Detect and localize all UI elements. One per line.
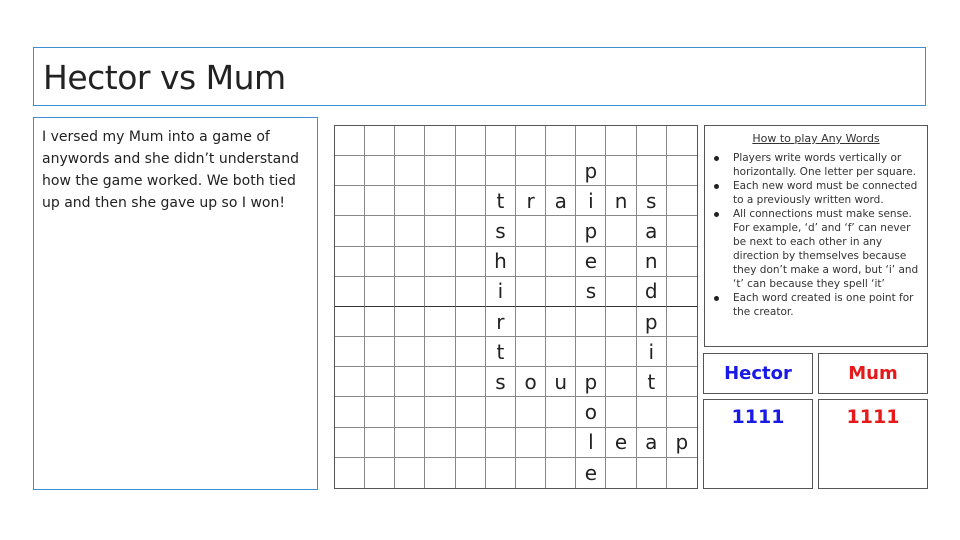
- grid-cell: [486, 126, 516, 156]
- grid-cell: [335, 337, 365, 367]
- grid-cell: [456, 277, 486, 307]
- word-grid: [334, 125, 698, 489]
- grid-cell-letter: t: [486, 186, 516, 216]
- grid-cell-letter: a: [546, 186, 576, 216]
- grid-cell: [546, 156, 576, 186]
- grid-cell: [425, 186, 455, 216]
- grid-cell: [546, 458, 576, 488]
- grid-cell: [395, 458, 425, 488]
- grid-cell: [667, 186, 697, 216]
- grid-cell: [606, 156, 636, 186]
- grid-cell: [335, 156, 365, 186]
- grid-cell: [546, 397, 576, 427]
- grid-cell-letter: s: [576, 277, 606, 307]
- grid-cell: [365, 397, 395, 427]
- grid-cell: [425, 247, 455, 277]
- grid-cell: [425, 126, 455, 156]
- grid-cell: [667, 337, 697, 367]
- grid-cell: [667, 367, 697, 397]
- grid-cell: [667, 156, 697, 186]
- grid-cell-letter: h: [486, 247, 516, 277]
- grid-cell-letter: p: [576, 156, 606, 186]
- grid-cell: [606, 247, 636, 277]
- grid-cell: [546, 216, 576, 246]
- grid-cell: [425, 428, 455, 458]
- grid-cell: [667, 397, 697, 427]
- grid-cell-letter: r: [516, 186, 546, 216]
- grid-cell: [456, 156, 486, 186]
- grid-cell: [516, 247, 546, 277]
- grid-cell: [335, 216, 365, 246]
- grid-cell-letter: a: [637, 428, 667, 458]
- mum-score: 1111: [818, 399, 928, 489]
- grid-cell: [606, 458, 636, 488]
- grid-cell: [425, 307, 455, 337]
- grid-cell-letter: i: [637, 337, 667, 367]
- grid-cell: [425, 277, 455, 307]
- grid-cell: [425, 337, 455, 367]
- grid-cell: [516, 337, 546, 367]
- grid-cell: [335, 367, 365, 397]
- grid-cell: [425, 458, 455, 488]
- grid-cell: [516, 216, 546, 246]
- grid-cell-letter: p: [576, 367, 606, 397]
- grid-cell: [456, 247, 486, 277]
- rule-item: Players write words vertically or horizontally. One letter per square.: [733, 151, 925, 179]
- grid-cell: [395, 216, 425, 246]
- rules-box: [704, 125, 928, 347]
- grid-cell-letter: d: [637, 277, 667, 307]
- rules-list: [711, 151, 925, 319]
- grid-cell: [395, 247, 425, 277]
- grid-cell: [606, 397, 636, 427]
- grid-cell-letter: a: [637, 216, 667, 246]
- grid-cell: [546, 247, 576, 277]
- grid-cell: [425, 397, 455, 427]
- grid-cell: [456, 337, 486, 367]
- rule-item: Each word created is one point for the creator.: [733, 291, 925, 319]
- grid-cell-letter: r: [486, 307, 516, 337]
- grid-cell: [486, 397, 516, 427]
- grid-cell: [546, 126, 576, 156]
- grid-cell: [395, 428, 425, 458]
- page-title: Hector vs Mum: [43, 58, 286, 97]
- grid-cell: [395, 307, 425, 337]
- grid-cell: [456, 458, 486, 488]
- grid-cell-letter: p: [576, 216, 606, 246]
- grid-cell: [516, 307, 546, 337]
- grid-cell-letter: e: [576, 247, 606, 277]
- grid-cell-letter: p: [637, 307, 667, 337]
- grid-cell: [365, 247, 395, 277]
- grid-cell: [395, 277, 425, 307]
- grid-cell: [456, 126, 486, 156]
- grid-cell: [335, 247, 365, 277]
- grid-cell: [637, 458, 667, 488]
- hector-name: Hector: [703, 353, 813, 394]
- grid-cell: [546, 337, 576, 367]
- grid-cell: [425, 216, 455, 246]
- grid-cell: [456, 367, 486, 397]
- grid-cell-letter: e: [576, 458, 606, 488]
- grid-cell: [637, 126, 667, 156]
- grid-cell: [576, 126, 606, 156]
- story-text: I versed my Mum into a game of anywords and she didn’t understand how the game worked. We both tied up and then she gave up so I won!: [42, 129, 299, 211]
- grid-cell: [365, 216, 395, 246]
- grid-cell: [516, 156, 546, 186]
- grid-cell-letter: s: [637, 186, 667, 216]
- mum-name: Mum: [818, 353, 928, 394]
- grid-cell: [637, 397, 667, 427]
- grid-cell: [365, 458, 395, 488]
- grid-cell: [667, 458, 697, 488]
- grid-cell: [606, 216, 636, 246]
- grid-cell: [456, 428, 486, 458]
- grid-cell: [395, 126, 425, 156]
- grid-cell-letter: n: [637, 247, 667, 277]
- grid-cell: [667, 307, 697, 337]
- grid-cell: [335, 397, 365, 427]
- grid-cell: [546, 307, 576, 337]
- grid-cell: [335, 126, 365, 156]
- grid-cell: [606, 307, 636, 337]
- grid-cell: [637, 156, 667, 186]
- grid-cell: [456, 307, 486, 337]
- grid-cell-letter: i: [486, 277, 516, 307]
- grid-cell: [667, 277, 697, 307]
- rules-title: How to play Any Words: [752, 132, 880, 145]
- grid-cell: [395, 397, 425, 427]
- grid-cell: [365, 156, 395, 186]
- grid-cell: [335, 428, 365, 458]
- grid-cell-letter: t: [637, 367, 667, 397]
- grid-cell: [425, 156, 455, 186]
- grid-cell: [516, 428, 546, 458]
- grid-cell: [365, 307, 395, 337]
- grid-cell-letter: p: [667, 428, 697, 458]
- grid-cell: [335, 186, 365, 216]
- grid-cell-letter: u: [546, 367, 576, 397]
- grid-cell: [606, 126, 636, 156]
- grid-cell: [546, 277, 576, 307]
- rule-item: Each new word must be connected to a previously written word.: [733, 179, 925, 207]
- grid-cell: [365, 337, 395, 367]
- grid-cell-letter: t: [486, 337, 516, 367]
- grid-cell: [576, 337, 606, 367]
- grid-cell: [606, 367, 636, 397]
- grid-cell: [395, 367, 425, 397]
- grid-cell: [456, 216, 486, 246]
- grid-cell: [395, 156, 425, 186]
- grid-cell: [365, 367, 395, 397]
- grid-cell: [486, 458, 516, 488]
- grid-cell: [456, 186, 486, 216]
- grid-cell: [516, 458, 546, 488]
- grid-cell: [365, 277, 395, 307]
- grid-cell-letter: o: [576, 397, 606, 427]
- grid-cell: [365, 126, 395, 156]
- grid-cell: [486, 156, 516, 186]
- grid-cell-letter: n: [606, 186, 636, 216]
- grid-cell: [335, 458, 365, 488]
- grid-cell-letter: s: [486, 216, 516, 246]
- grid-cell: [486, 428, 516, 458]
- grid-cell: [335, 277, 365, 307]
- hector-score: 1111: [703, 399, 813, 489]
- title-box: [33, 47, 926, 106]
- grid-cell: [516, 397, 546, 427]
- grid-cell-letter: s: [486, 367, 516, 397]
- grid-cell: [395, 186, 425, 216]
- story-box: [33, 117, 318, 490]
- grid-cell: [667, 247, 697, 277]
- grid-cell-letter: o: [516, 367, 546, 397]
- grid-cell: [365, 186, 395, 216]
- grid-cell: [546, 428, 576, 458]
- grid-cell: [365, 428, 395, 458]
- grid-cell: [667, 126, 697, 156]
- grid-cell-letter: i: [576, 186, 606, 216]
- grid-cell: [516, 126, 546, 156]
- grid-cell: [576, 307, 606, 337]
- grid-cell-letter: l: [576, 428, 606, 458]
- grid-cell: [425, 367, 455, 397]
- grid-cell: [395, 337, 425, 367]
- grid-cell: [606, 337, 636, 367]
- grid-cell: [667, 216, 697, 246]
- grid-cell: [335, 307, 365, 337]
- rule-item: All connections must make sense. For example, ‘d’ and ‘f’ can never be next to each other in any direction by themselves because they don’t make a word, but ‘i’ and ‘t’ can because they spell ‘it’: [733, 207, 925, 291]
- grid-cell: [516, 277, 546, 307]
- grid-cell-letter: e: [606, 428, 636, 458]
- grid-cell: [456, 397, 486, 427]
- grid-cell: [606, 277, 636, 307]
